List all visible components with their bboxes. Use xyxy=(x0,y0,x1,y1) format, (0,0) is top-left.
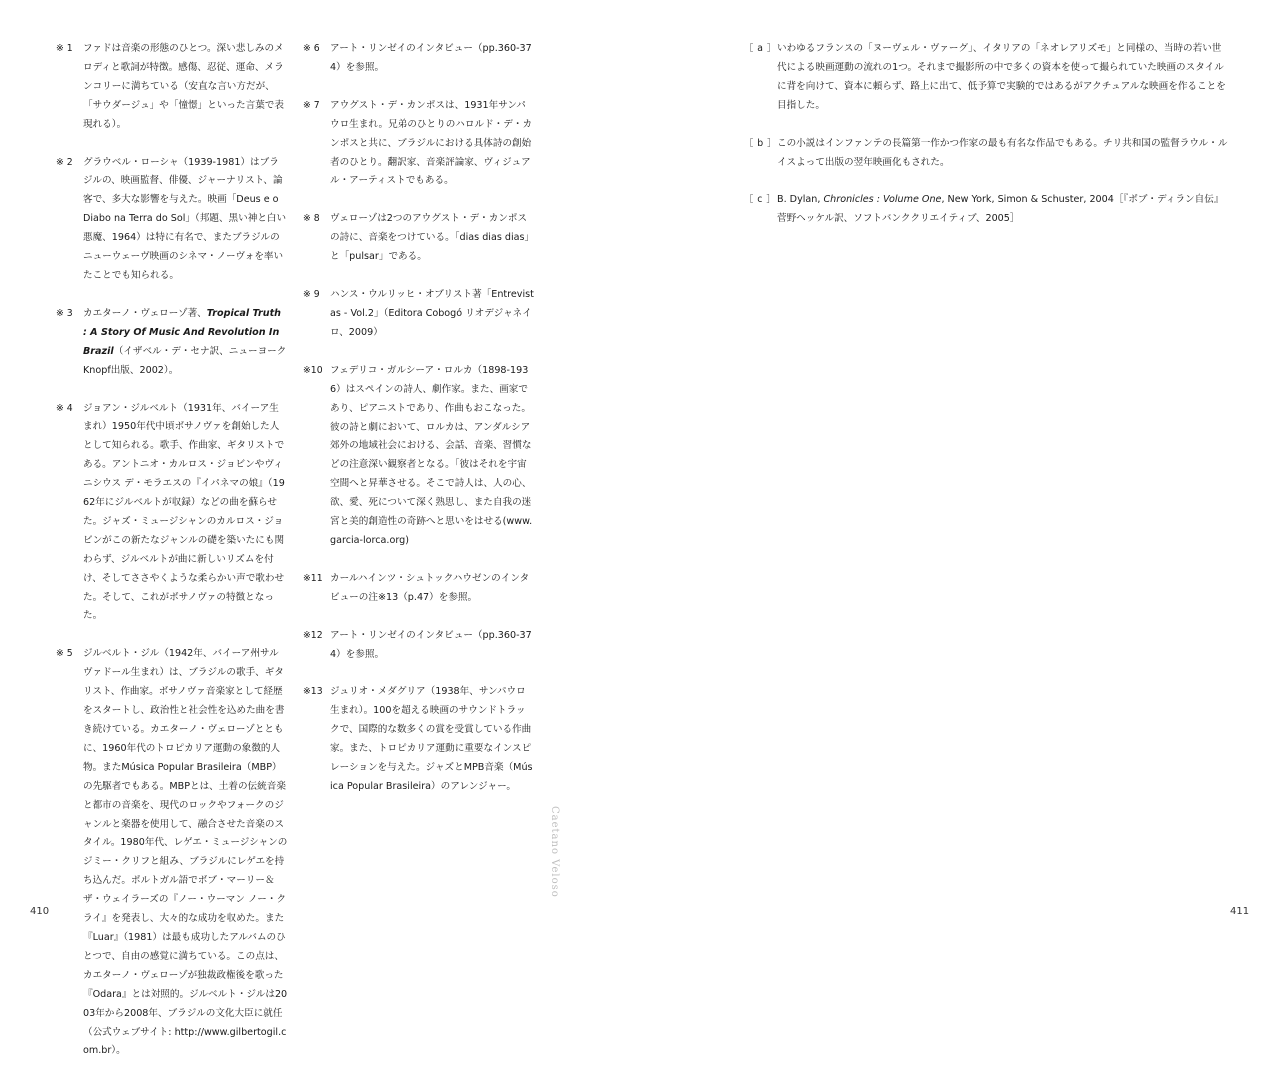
note-marker: ※ 1 xyxy=(56,43,73,54)
note-text: （イザベル・デ・セナ訳、ニューヨークKnopf出版、2002）。 xyxy=(83,345,287,376)
spine-author-name: Caetano Veloso xyxy=(549,806,560,898)
note-marker: ※11 xyxy=(303,572,323,584)
endnote xyxy=(303,210,535,267)
note-body xyxy=(83,305,288,381)
reference-text: いわゆるフランスの「ヌーヴェル・ヴァーグ」、イタリアの「ネオレアリズモ」と同様の、当時の若い世代による映画運動の流れの1つ。それまで撮影所の中で多くの資本を使って撮られていた映画のスタイルに背を向けて、資本に頼らず、路上に出て、低予算で実験的ではあるがアクチュアルな映画を作ることを目指した。 xyxy=(777,43,1226,111)
note-text: カエターノ・ヴェローゾ著、 xyxy=(83,307,207,319)
reference-body xyxy=(777,191,1228,229)
page-number-left: 410 xyxy=(30,906,50,917)
reference-note xyxy=(744,191,1228,229)
note-text: ジルベルト・ジル（1942年、バイーア州サルヴァドール生まれ）は、ブラジルの歌手、ギタリスト、作曲家。ボサノヴァ音楽家として経歴をスタートし、政治性と社会性を込めた曲を書き続けている。カエターノ・ヴェローゾとともに、1960年代のトロピカリア運動の象徴的人物。またMúsica Popular Brasileira（MBP）の先駆者でもある。MBPとは、土着の伝統音楽と都市の音楽を、現代のロックやフォークのジャンルと楽器を使用して、融合させた音楽のスタイル。1980年代、レゲエ・ミュージシャンのジミー・クリフと組み、ブラジルにレゲエを持ち込んだ。ポルトガル語でボブ・マーリー＆ザ・ウェイラーズの『ノー・ウーマン ノー・クライ』を発表し、大々的な成功を収めた。また『Luar』（1981）は最も成功したアルバムのひとつで、自由の感覚に満ちている。この点は、カエターノ・ヴェローゾが独裁政権後を歌った『Odara』とは対照的。ジルベルト・ジルは2003年から2008年、ブラジルの文化大臣に就任（公式ウェブサイト: http://www.gilbertogil.com.br）。 xyxy=(83,648,288,1057)
note-text: フェデリコ・ガルシーア・ロルカ（1898-1936）はスペインの詩人、劇作家。また、画家であり、ピアニストであり、作曲もおこなった。彼の詩と劇において、ロルカは、アンダルシア郊外の地域社会における、会話、音楽、習慣などの注意深い観察者となる。「彼はそれを宇宙空間へと昇華させる。そこで詩人は、人の心、欲、愛、死について深く熟思し、また自我の迷宮と美的創造性の奇跡へと思いをはせる(www.garcia-lorca.org) xyxy=(330,364,533,546)
note-text: ヴェローゾは2つのアウグスト・デ・カンポスの詩に、音楽をつけている。「dias dias dias」と「pulsar」である。 xyxy=(330,213,535,263)
references-column xyxy=(744,40,1228,248)
reference-marker: ［ a ］ xyxy=(744,43,777,54)
note-marker: ※10 xyxy=(303,364,323,376)
note-text: ファドは音楽の形態のひとつ。深い悲しみのメロディと歌詞が特徴。感傷、忍従、運命、メランコリーに満ちている（安直な言い方だが、「サウダージュ」や「憧憬」といった言葉で表現れる）。 xyxy=(83,43,284,130)
note-text: カールハインツ・シュトックハウゼンのインタビューの注※13（p.47）を参照。 xyxy=(330,572,530,603)
note-marker: ※ 2 xyxy=(56,156,73,168)
reference-marker: ［ c ］ xyxy=(744,194,777,206)
note-marker: ※13 xyxy=(303,686,323,698)
reference-text: この小説はインファンテの長篇第一作かつ作家の最も有名な作品でもある。チリ共和国の監督ラウル・ルイスよって出版の翌年映画化もされた。 xyxy=(777,137,1228,168)
reference-note xyxy=(744,40,1228,116)
endnotes-column-right xyxy=(303,40,535,816)
endnotes-column-left xyxy=(56,40,288,1080)
note-marker: ※12 xyxy=(303,629,323,641)
reference-note xyxy=(744,135,1228,173)
reference-marker: ［ b ］ xyxy=(744,137,777,149)
endnote xyxy=(56,40,288,135)
book-title: Tropical Truth : A Story Of Music And Revolution In Brazil xyxy=(83,307,281,357)
note-text: アウグスト・デ・カンポスは、1931年サンパウロ生まれ。兄弟のひとりのハロルド・デ・カンポスと共に、ブラジルにおける具体詩の創始者のひとり。翻訳家、音楽評論家、ヴィジュアル・アーティストでもある。 xyxy=(330,99,533,187)
note-text: グラウベル・ローシャ（1939-1981）はブラジルの、映画監督、俳優、ジャーナリスト、論客で、多大な影響を与えた。映画「Deus e o Diabo na Terra do Sol」（邦題、黒い神と白い悪魔、1964）は特に有名で、またブラジルのニューウェーヴ映画のシネマ・ノーヴォを率いたことでも知られる。 xyxy=(83,156,287,281)
reference-text: B. Dylan, xyxy=(777,194,824,206)
note-text: ジョアン・ジルベルト（1931年、バイーア生まれ）1950年代中頃ボサノヴァを創始した人として知られる。歌手、作曲家、ギタリストである。アントニオ・カルロス・ジョビンやヴィニシウス デ・モラエスの『イパネマの娘』（1962年にジルベルトが収録）などの曲を蘇らせた。ジャズ・ミュージシャンのカルロス・ジョビンがこの新たなジャンルの礎を築いたにも関わらず、ジルベルトが曲に新しいリズムを付け、そしてささやくような柔らかい声で歌わせた。そして、これがボサノヴァの特徴となった。 xyxy=(83,402,285,622)
reference-text: , New York, Simon & Schuster, 2004［『ボブ・ディラン自伝』菅野ヘッケル訳、ソフトバンククリエイティブ、2005］ xyxy=(777,194,1224,225)
note-marker: ※ 7 xyxy=(303,99,320,111)
note-marker: ※ 9 xyxy=(303,289,320,301)
endnote xyxy=(56,305,288,381)
note-marker: ※ 6 xyxy=(303,43,320,54)
note-text: ハンス・ウルリッヒ・オブリスト著「Entrevistas - Vol.2」（Editora Cobogó リオデジャネイロ、2009） xyxy=(330,289,534,338)
note-text: アート・リンゼイのインタビュー（pp.360-374）を参照。 xyxy=(330,629,532,660)
endnote xyxy=(303,362,535,551)
note-marker: ※ 5 xyxy=(56,648,73,660)
endnote xyxy=(303,683,535,796)
endnote xyxy=(303,97,535,192)
endnote xyxy=(56,400,288,627)
note-text: ジュリオ・メダグリア（1938年、サンパウロ生まれ）。100を超える映画のサウンドトラックで、国際的な数多くの賞を受賞している作曲家。また、トロピカリア運動に重要なインスピレーションを与えた。ジャズとMPB音楽（Música Popular Brasileira）のアレンジャー。 xyxy=(330,686,533,792)
note-marker: ※ 4 xyxy=(56,402,73,414)
endnote xyxy=(303,570,535,608)
book-title: Chronicles : Volume One xyxy=(823,194,942,206)
endnote xyxy=(303,627,535,665)
page-number-right: 411 xyxy=(1230,906,1250,917)
note-text: アート・リンゼイのインタビュー（pp.360-374）を参照。 xyxy=(330,43,532,73)
endnote xyxy=(303,286,535,343)
endnote xyxy=(56,154,288,286)
note-marker: ※ 8 xyxy=(303,213,320,225)
note-marker: ※ 3 xyxy=(56,307,73,319)
endnote xyxy=(56,645,288,1061)
endnote xyxy=(303,40,535,78)
